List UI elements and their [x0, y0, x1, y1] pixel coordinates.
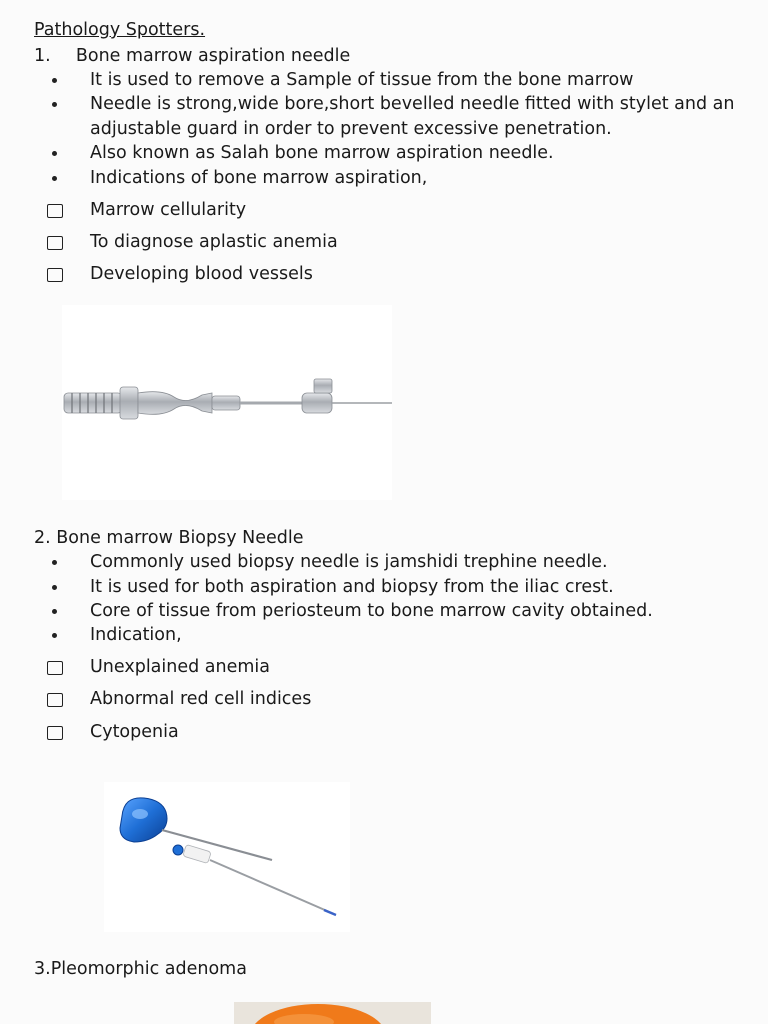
- aspiration-needle-illustration: [62, 305, 392, 500]
- bullet-dot: [52, 176, 57, 181]
- bullet-dot: [52, 609, 57, 614]
- bullet-item: Also known as Salah bone marrow aspiration needle.: [90, 143, 554, 163]
- bullet-dot: [52, 78, 57, 83]
- bullet-item: Indication,: [90, 625, 182, 645]
- checklist-item: Developing blood vessels: [90, 264, 313, 284]
- bullet-item: Indications of bone marrow aspiration,: [90, 168, 428, 188]
- checklist-item: Cytopenia: [90, 722, 179, 742]
- specimen-illustration: [234, 1002, 431, 1024]
- section1-heading: [34, 48, 350, 66]
- section3-heading: 3.Pleomorphic adenoma: [34, 959, 247, 979]
- checklist-item: Abnormal red cell indices: [90, 689, 312, 709]
- section2-heading: 2. Bone marrow Biopsy Needle: [34, 528, 304, 548]
- checkbox[interactable]: [47, 726, 63, 740]
- checkbox[interactable]: [47, 268, 63, 282]
- checkbox[interactable]: [47, 693, 63, 707]
- page-title: Pathology Spotters.: [34, 20, 206, 40]
- checklist-item: Unexplained anemia: [90, 657, 271, 677]
- section1-title: Bone marrow aspiration needle: [75, 46, 351, 66]
- bullet-item-continuation: adjustable guard in order to prevent excessive penetration.: [90, 119, 612, 139]
- checkbox[interactable]: [47, 204, 63, 218]
- checkbox[interactable]: [47, 661, 63, 675]
- bullet-dot: [52, 585, 57, 590]
- aspiration-needle-image: [62, 305, 392, 500]
- bullet-dot: [52, 102, 57, 107]
- bullet-item: Commonly used biopsy needle is jamshidi trephine needle.: [90, 552, 608, 572]
- biopsy-needle-image: [104, 782, 350, 932]
- section1-number: 1.: [34, 46, 51, 66]
- biopsy-needle-illustration: [104, 782, 350, 932]
- bullet-item: Core of tissue from periosteum to bone marrow cavity obtained.: [90, 601, 653, 621]
- bullet-dot: [52, 151, 57, 156]
- bullet-dot: [52, 560, 57, 565]
- bullet-item: Needle is strong,wide bore,short bevelled needle fitted with stylet and an: [90, 94, 735, 114]
- bullet-item: It is used to remove a Sample of tissue from the bone marrow: [90, 70, 634, 90]
- pleomorphic-adenoma-image: [234, 1002, 431, 1024]
- checklist-item: To diagnose aplastic anemia: [90, 232, 338, 252]
- checkbox[interactable]: [47, 236, 63, 250]
- bullet-item: It is used for both aspiration and biopsy from the iliac crest.: [90, 577, 614, 597]
- checklist-item: Marrow cellularity: [90, 200, 247, 220]
- bullet-dot: [52, 633, 57, 638]
